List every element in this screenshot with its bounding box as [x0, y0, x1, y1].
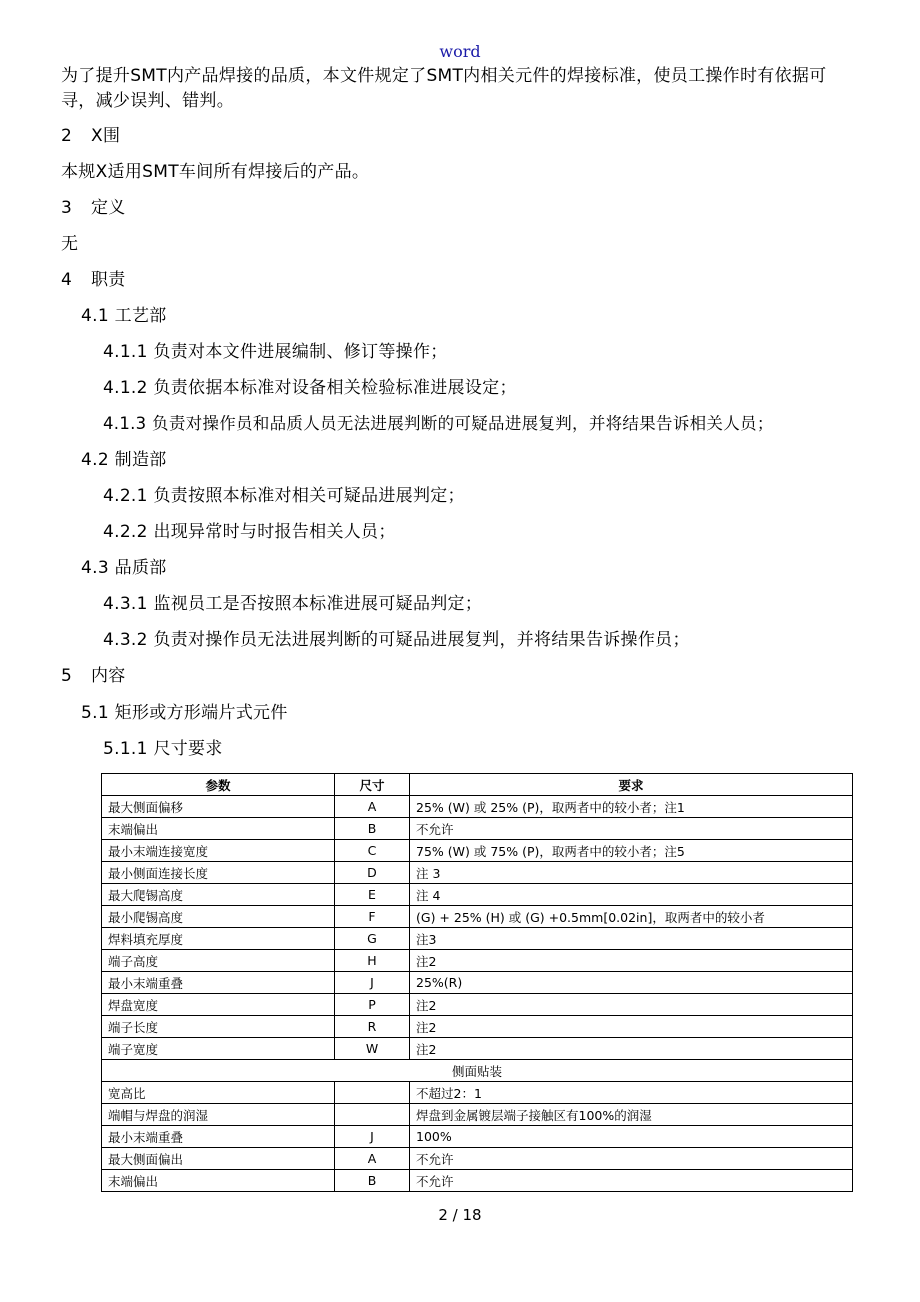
cell-dimension: C [335, 840, 410, 862]
cell-dimension [335, 1082, 410, 1104]
table-row [102, 994, 853, 1016]
cell-param: 焊盘宽度 [102, 994, 335, 1016]
cell-dimension: J [335, 972, 410, 994]
cell-requirement: 注2 [410, 950, 853, 972]
cell-requirement: 不允许 [410, 1170, 853, 1192]
section-number: 4 [61, 270, 73, 290]
spec-table [101, 773, 853, 1192]
cell-param: 端子长度 [102, 1016, 335, 1038]
section-title: 内容 [91, 666, 126, 686]
section-5-heading [61, 665, 126, 687]
cell-dimension: G [335, 928, 410, 950]
cell-requirement: 焊盘到金属镀层端子接触区有100%的润湿 [410, 1104, 853, 1126]
cell-param: 最大爬锡高度 [102, 884, 335, 906]
header-requirement: 要求 [410, 774, 853, 796]
cell-requirement: 注2 [410, 1038, 853, 1060]
cell-dimension: A [335, 796, 410, 818]
section-title: 定义 [91, 198, 126, 218]
subsection-5-1: 5.1 矩形或方形端片式元件 [81, 703, 288, 723]
cell-param: 端子宽度 [102, 1038, 335, 1060]
item-4-3-1: 4.3.1 监视员工是否按照本标准进展可疑品判定； [103, 594, 483, 614]
section-3-text: 无 [61, 234, 79, 254]
section-4-heading [61, 269, 126, 291]
cell-requirement: 注2 [410, 994, 853, 1016]
cell-requirement: 不允许 [410, 818, 853, 840]
cell-dimension: H [335, 950, 410, 972]
page-header: word [439, 42, 481, 61]
table-row [102, 1148, 853, 1170]
cell-param: 最大侧面偏移 [102, 796, 335, 818]
cell-param: 末端偏出 [102, 818, 335, 840]
table-row [102, 818, 853, 840]
table-row [102, 950, 853, 972]
cell-param: 最小末端重叠 [102, 1126, 335, 1148]
cell-requirement: 25%(R) [410, 972, 853, 994]
header-dimension: 尺寸 [335, 774, 410, 796]
cell-dimension: B [335, 818, 410, 840]
section-number: 3 [61, 198, 73, 218]
section-2-text: 本规X适用SMT车间所有焊接后的产品。 [61, 162, 370, 182]
item-4-3-2: 4.3.2 负责对操作员无法进展判断的可疑品进展复判，并将结果告诉操作员； [103, 630, 690, 650]
intro-paragraph: 为了提升SMT内产品焊接的品质，本文件规定了SMT内相关元件的焊接标准，使员工操作时有依据可寻，减少误判、错判。 [61, 66, 827, 111]
cell-dimension: W [335, 1038, 410, 1060]
cell-param: 焊料填充厚度 [102, 928, 335, 950]
cell-dimension [335, 1104, 410, 1126]
cell-dimension: J [335, 1126, 410, 1148]
table-row [102, 1016, 853, 1038]
item-4-1-1: 4.1.1 负责对本文件进展编制、修订等操作； [103, 342, 448, 362]
cell-param: 最大侧面偏出 [102, 1148, 335, 1170]
table-row [102, 1038, 853, 1060]
cell-dimension: E [335, 884, 410, 906]
cell-requirement: 100% [410, 1126, 853, 1148]
cell-requirement: 不允许 [410, 1148, 853, 1170]
table-row [102, 840, 853, 862]
table-section-row [102, 1060, 853, 1082]
item-5-1-1: 5.1.1 尺寸要求 [103, 739, 223, 759]
table-row [102, 1126, 853, 1148]
table-row [102, 972, 853, 994]
cell-param: 宽高比 [102, 1082, 335, 1104]
cell-dimension: P [335, 994, 410, 1016]
cell-param: 端帽与焊盘的润湿 [102, 1104, 335, 1126]
item-4-1-2: 4.1.2 负责依据本标准对设备相关检验标准进展设定； [103, 378, 517, 398]
cell-param: 端子高度 [102, 950, 335, 972]
cell-requirement: 不超过2：1 [410, 1082, 853, 1104]
section-2-heading [61, 125, 120, 147]
table-row [102, 796, 853, 818]
item-4-2-1: 4.2.1 负责按照本标准对相关可疑品进展判定； [103, 486, 465, 506]
header-param: 参数 [102, 774, 335, 796]
cell-param: 末端偏出 [102, 1170, 335, 1192]
cell-param: 最小侧面连接长度 [102, 862, 335, 884]
cell-dimension: D [335, 862, 410, 884]
section-3-heading [61, 197, 126, 219]
table-row [102, 884, 853, 906]
table-header-row [102, 774, 853, 796]
cell-param: 最小爬锡高度 [102, 906, 335, 928]
subsection-4-1: 4.1 工艺部 [81, 306, 167, 326]
item-4-2-2: 4.2.2 出现异常时与时报告相关人员； [103, 522, 396, 542]
cell-requirement: 注 4 [410, 884, 853, 906]
table-row [102, 906, 853, 928]
section-title: X围 [91, 126, 121, 146]
page-number: 2 / 18 [438, 1206, 482, 1224]
subsection-4-3: 4.3 品质部 [81, 558, 167, 578]
cell-dimension: A [335, 1148, 410, 1170]
subsection-4-2: 4.2 制造部 [81, 450, 167, 470]
cell-param: 最小末端连接宽度 [102, 840, 335, 862]
section-number: 2 [61, 126, 73, 146]
cell-requirement: 25% (W) 或 25% (P)，取两者中的较小者；注1 [410, 796, 853, 818]
cell-requirement: (G) + 25% (H) 或 (G) +0.5mm[0.02in]，取两者中的较小者 [410, 906, 853, 928]
table-row [102, 1170, 853, 1192]
cell-requirement: 75% (W) 或 75% (P)，取两者中的较小者；注5 [410, 840, 853, 862]
cell-requirement: 注2 [410, 1016, 853, 1038]
section-number: 5 [61, 666, 73, 686]
item-4-1-3: 4.1.3 负责对操作员和品质人员无法进展判断的可疑品进展复判，并将结果告诉相关人员； [103, 414, 774, 433]
cell-dimension: R [335, 1016, 410, 1038]
table-row [102, 928, 853, 950]
cell-dimension: B [335, 1170, 410, 1192]
cell-requirement: 注3 [410, 928, 853, 950]
table-row [102, 862, 853, 884]
table-row [102, 1082, 853, 1104]
cell-param: 最小末端重叠 [102, 972, 335, 994]
section-title: 职责 [91, 270, 126, 290]
table-row [102, 1104, 853, 1126]
cell-requirement: 注 3 [410, 862, 853, 884]
cell-dimension: F [335, 906, 410, 928]
section-label: 侧面贴装 [102, 1060, 853, 1082]
